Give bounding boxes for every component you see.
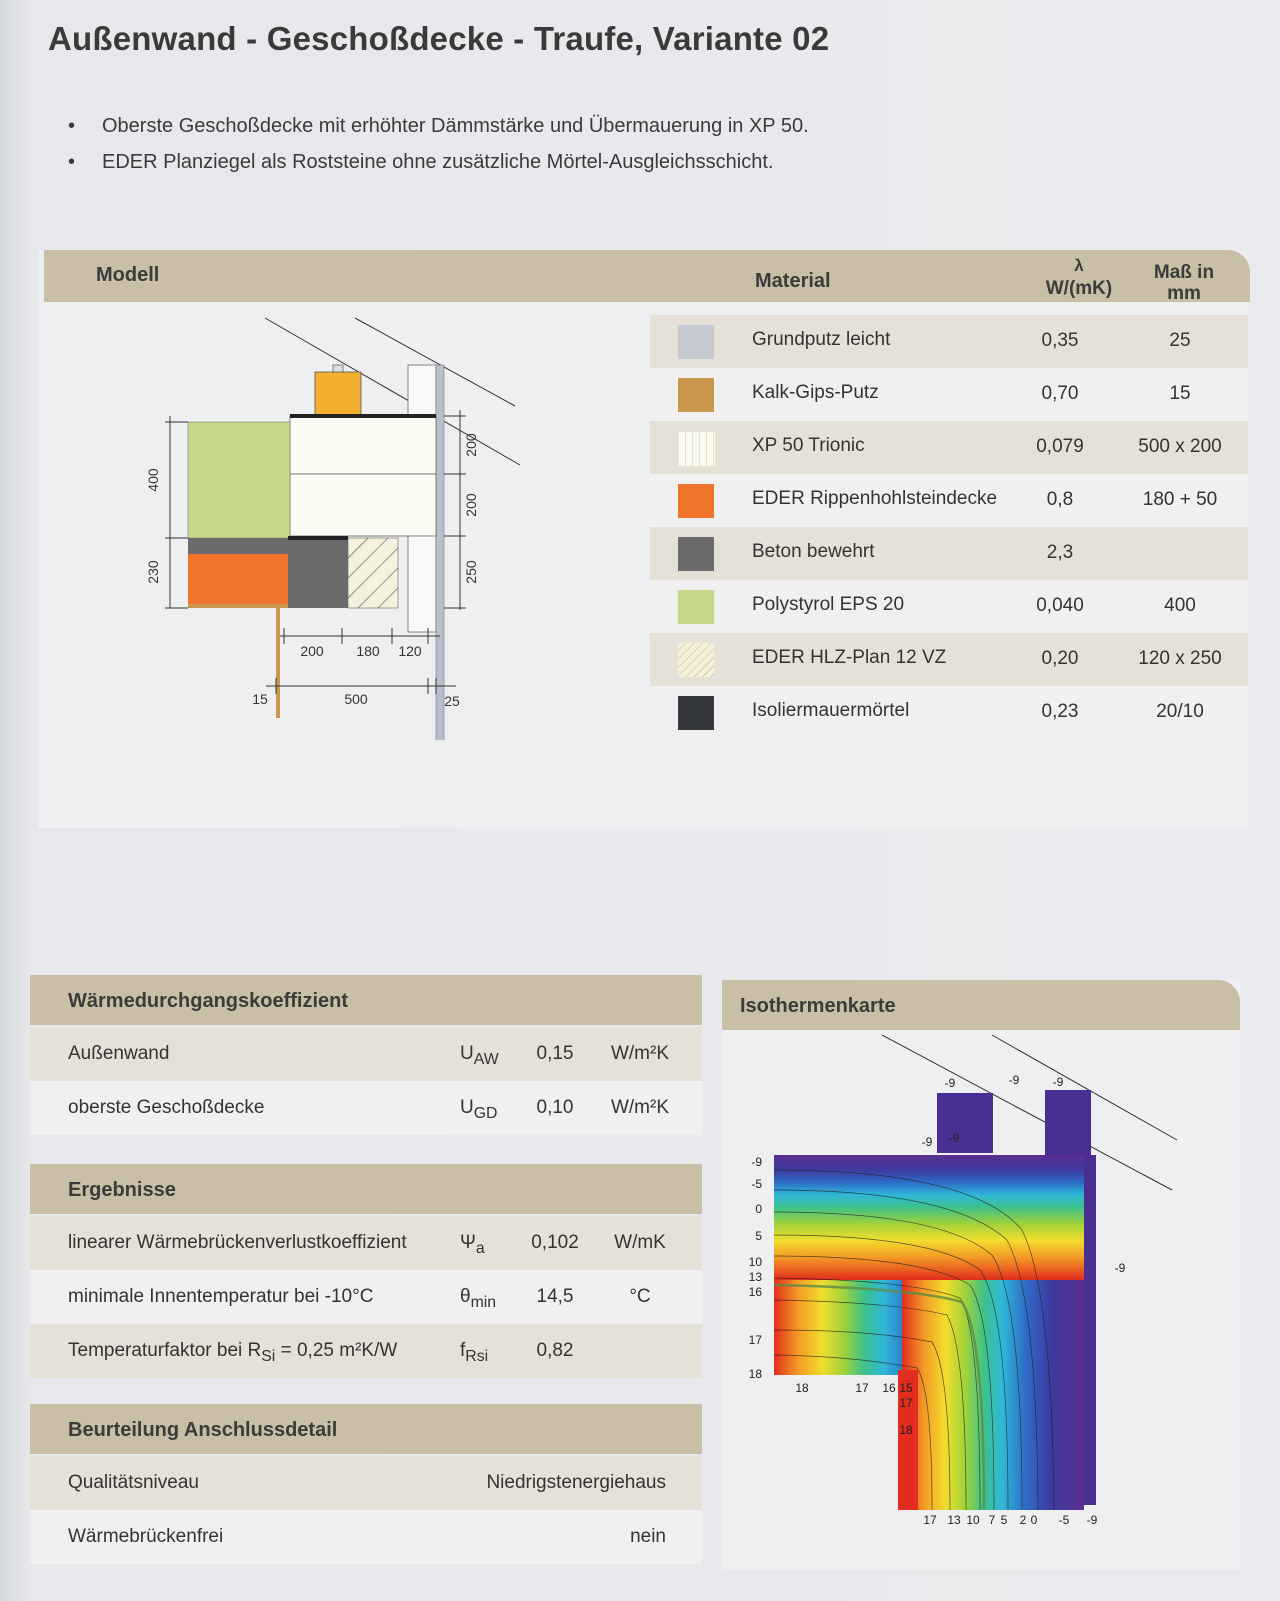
iso-label: 17 xyxy=(855,1381,869,1395)
isotherm-title: Isothermenkarte xyxy=(740,995,896,1017)
iso-label: -5 xyxy=(1058,1513,1070,1527)
row-unit: W/mK xyxy=(614,1232,666,1253)
iso-label: -9 xyxy=(1086,1513,1098,1527)
row-label: linearer Wärmebrückenverlustkoeffizient xyxy=(68,1232,407,1253)
material-lambda: 0,23 xyxy=(1041,701,1079,722)
iso-label: 13 xyxy=(748,1270,762,1284)
material-row xyxy=(650,315,1248,368)
material-name: Grundputz leicht xyxy=(752,329,891,350)
concrete-beam xyxy=(288,538,348,608)
row-value: 0,82 xyxy=(536,1340,574,1361)
row-value: 0,15 xyxy=(536,1043,574,1064)
material-name: Isoliermauermörtel xyxy=(752,700,910,721)
swatch-polystyrol xyxy=(678,590,714,624)
beurteilung-row xyxy=(30,1510,702,1564)
dim-label: 200 xyxy=(300,643,324,659)
xp50-upper xyxy=(290,416,436,474)
iso-exterior-strip xyxy=(1084,1155,1096,1505)
eps-insulation xyxy=(188,422,290,538)
rippenhohlstein xyxy=(188,554,288,604)
row-symbol: $f_{Rsi}$ xyxy=(460,1340,489,1365)
iso-label: 15 xyxy=(899,1381,913,1395)
material-lambda: 2,3 xyxy=(1046,542,1074,563)
row-symbol: $U_{GD}$ xyxy=(460,1097,498,1122)
page-title: Außenwand - Geschoßdecke - Traufe, Variante 02 xyxy=(48,20,830,57)
swatch-isoliermoertel xyxy=(678,696,714,730)
iso-label: 10 xyxy=(748,1255,762,1269)
iso-label: -9 xyxy=(944,1076,956,1090)
row-unit: W/m²K xyxy=(610,1097,670,1118)
swatch-beton xyxy=(678,537,714,571)
bullet-list xyxy=(68,108,809,180)
row-value: nein xyxy=(630,1526,666,1547)
row-symbol: $U_{AW}$ xyxy=(460,1043,499,1068)
swatch-hlz-plan xyxy=(678,643,714,677)
beurteilung-row xyxy=(30,1456,702,1510)
model-material-header xyxy=(44,250,1250,302)
material-dim: 20/10 xyxy=(1156,701,1204,722)
ergebnisse-title: Ergebnisse xyxy=(68,1179,176,1201)
iso-label: 5 xyxy=(755,1229,762,1243)
beurteilung-header xyxy=(30,1404,702,1454)
dim-label: 230 xyxy=(145,560,161,584)
iso-label: 18 xyxy=(795,1381,809,1395)
iso-label: 7 xyxy=(988,1513,996,1527)
iso-label: 18 xyxy=(748,1367,762,1381)
iso-label: -9 xyxy=(751,1155,762,1169)
material-lambda: 0,079 xyxy=(1036,436,1084,457)
mortar-strip xyxy=(288,536,348,540)
material-dim: 15 xyxy=(1169,383,1191,404)
row-symbol: $\Psi_a$ xyxy=(460,1232,485,1257)
iso-top-wall xyxy=(1045,1090,1091,1160)
dim-label: 15 xyxy=(252,691,268,707)
dim-label: 200 xyxy=(463,433,479,457)
mortar-layer xyxy=(290,414,436,418)
lambda-symbol: λ xyxy=(1074,256,1084,275)
dim-label: 400 xyxy=(145,468,161,492)
dim-label: 500 xyxy=(344,691,368,707)
row-label: minimale Innentemperatur bei -10°C xyxy=(68,1286,374,1307)
waerme-title: Wärmedurchgangskoeffizient xyxy=(68,990,349,1012)
swatch-rippenhohlstein xyxy=(678,484,714,518)
ergebnisse-row xyxy=(30,1324,702,1378)
row-value: 0,10 xyxy=(536,1097,574,1118)
material-row xyxy=(650,474,1248,527)
material-lambda: 0,040 xyxy=(1036,595,1084,616)
material-row xyxy=(650,580,1248,633)
xp50-lower xyxy=(290,474,436,536)
construction-model-drawing xyxy=(130,310,550,740)
material-dim: 25 xyxy=(1169,330,1191,351)
row-value: 14,5 xyxy=(536,1286,574,1307)
iso-upper-field xyxy=(774,1155,1084,1280)
material-row xyxy=(650,527,1248,580)
iso-label: 10 xyxy=(966,1513,980,1527)
material-row xyxy=(650,686,1248,739)
waerme-row xyxy=(30,1027,702,1081)
row-unit: W/m²K xyxy=(610,1043,670,1064)
material-dim: 400 xyxy=(1164,595,1196,616)
material-lambda: 0,20 xyxy=(1041,648,1079,669)
isotherm-panel xyxy=(722,980,1240,1570)
iso-label: -9 xyxy=(1008,1073,1020,1087)
bullet-item: • Oberste Geschoßdecke mit erhöhter Dämmstärke und Übermauerung in XP 50. xyxy=(68,108,809,144)
beurteilung-title: Beurteilung Anschlussdetail xyxy=(68,1419,338,1441)
material-name: EDER HLZ-Plan 12 VZ xyxy=(752,647,947,668)
material-name: Kalk-Gips-Putz xyxy=(752,382,879,403)
dim-label: 200 xyxy=(463,493,479,517)
material-table xyxy=(650,315,1248,739)
material-name: Beton bewehrt xyxy=(752,541,875,562)
dim-label: 120 xyxy=(398,643,422,659)
waerme-row xyxy=(30,1081,702,1135)
material-dim: 500 x 200 xyxy=(1138,436,1222,457)
row-value: 0,102 xyxy=(531,1232,579,1253)
iso-label: 17 xyxy=(899,1396,913,1410)
iso-label: 2 xyxy=(1019,1513,1027,1527)
bullet-item: • EDER Planziegel als Roststeine ohne zusätzliche Mörtel-Ausgleichsschicht. xyxy=(68,144,809,180)
material-name: EDER Rippenhohlsteindecke xyxy=(752,488,998,509)
material-header: Material xyxy=(755,270,831,292)
plaster-interior xyxy=(276,608,280,718)
iso-pfette xyxy=(937,1093,993,1153)
ergebnisse-row xyxy=(30,1216,702,1270)
iso-label: -9 xyxy=(1114,1261,1126,1275)
iso-label: -9 xyxy=(921,1135,933,1149)
mass-header-1: Maß in xyxy=(1153,262,1215,283)
material-dim: 180 + 50 xyxy=(1142,489,1218,510)
material-lambda: 0,35 xyxy=(1041,330,1079,351)
swatch-xp50 xyxy=(678,431,716,467)
row-unit: °C xyxy=(629,1286,651,1307)
iso-label: -5 xyxy=(751,1177,762,1191)
row-value: Niedrigstenergiehaus xyxy=(486,1472,666,1493)
dim-label: 180 xyxy=(356,643,380,659)
row-label: Qualitätsniveau xyxy=(68,1472,199,1493)
plaster-ceiling xyxy=(188,604,288,608)
row-label: oberste Geschoßdecke xyxy=(68,1097,265,1118)
iso-label: 17 xyxy=(923,1513,937,1527)
iso-label: 16 xyxy=(882,1381,896,1395)
plaster-ext xyxy=(436,365,444,740)
swatch-grundputz xyxy=(678,325,714,359)
anchor xyxy=(333,365,343,372)
row-label: Temperaturfaktor bei $R_{Si} = 0,25$ m²K/W xyxy=(68,1340,398,1365)
dim-label: 25 xyxy=(444,693,460,709)
row-symbol: $\theta_{min}$ xyxy=(460,1286,497,1311)
material-name: Polystyrol EPS 20 xyxy=(752,594,905,615)
isotherm-header xyxy=(722,980,1240,1030)
material-row xyxy=(650,633,1248,686)
iso-label: 0 xyxy=(755,1202,762,1216)
iso-label: -9 xyxy=(1052,1075,1064,1089)
iso-wall-field xyxy=(902,1280,1084,1510)
row-label: Außenwand xyxy=(68,1043,170,1064)
row-label: Wärmebrückenfrei xyxy=(68,1526,224,1547)
material-dim: 120 x 250 xyxy=(1138,648,1222,669)
material-lambda: 0,8 xyxy=(1046,489,1074,510)
iso-label: 17 xyxy=(748,1333,762,1347)
iso-label: 13 xyxy=(947,1513,961,1527)
iso-label: 16 xyxy=(748,1285,762,1299)
lambda-unit: W/(mK) xyxy=(1045,278,1113,299)
mass-header-2: mm xyxy=(1167,283,1201,304)
iso-label: -9 xyxy=(948,1131,960,1145)
dim-label: 250 xyxy=(463,560,479,584)
ergebnisse-header xyxy=(30,1164,702,1214)
material-row xyxy=(650,421,1248,474)
waerme-header xyxy=(30,975,702,1025)
material-name: XP 50 Trionic xyxy=(752,435,865,456)
iso-label: 18 xyxy=(899,1423,913,1437)
ergebnisse-row xyxy=(30,1270,702,1324)
pfette-block xyxy=(315,372,361,416)
model-label: Modell xyxy=(96,264,160,286)
isotherm-map xyxy=(722,1030,1240,1570)
iso-label: 5 xyxy=(1000,1513,1008,1527)
iso-label: 0 xyxy=(1030,1513,1038,1527)
swatch-kalk-gips xyxy=(678,378,714,412)
material-lambda: 0,70 xyxy=(1041,383,1079,404)
material-row xyxy=(650,368,1248,421)
